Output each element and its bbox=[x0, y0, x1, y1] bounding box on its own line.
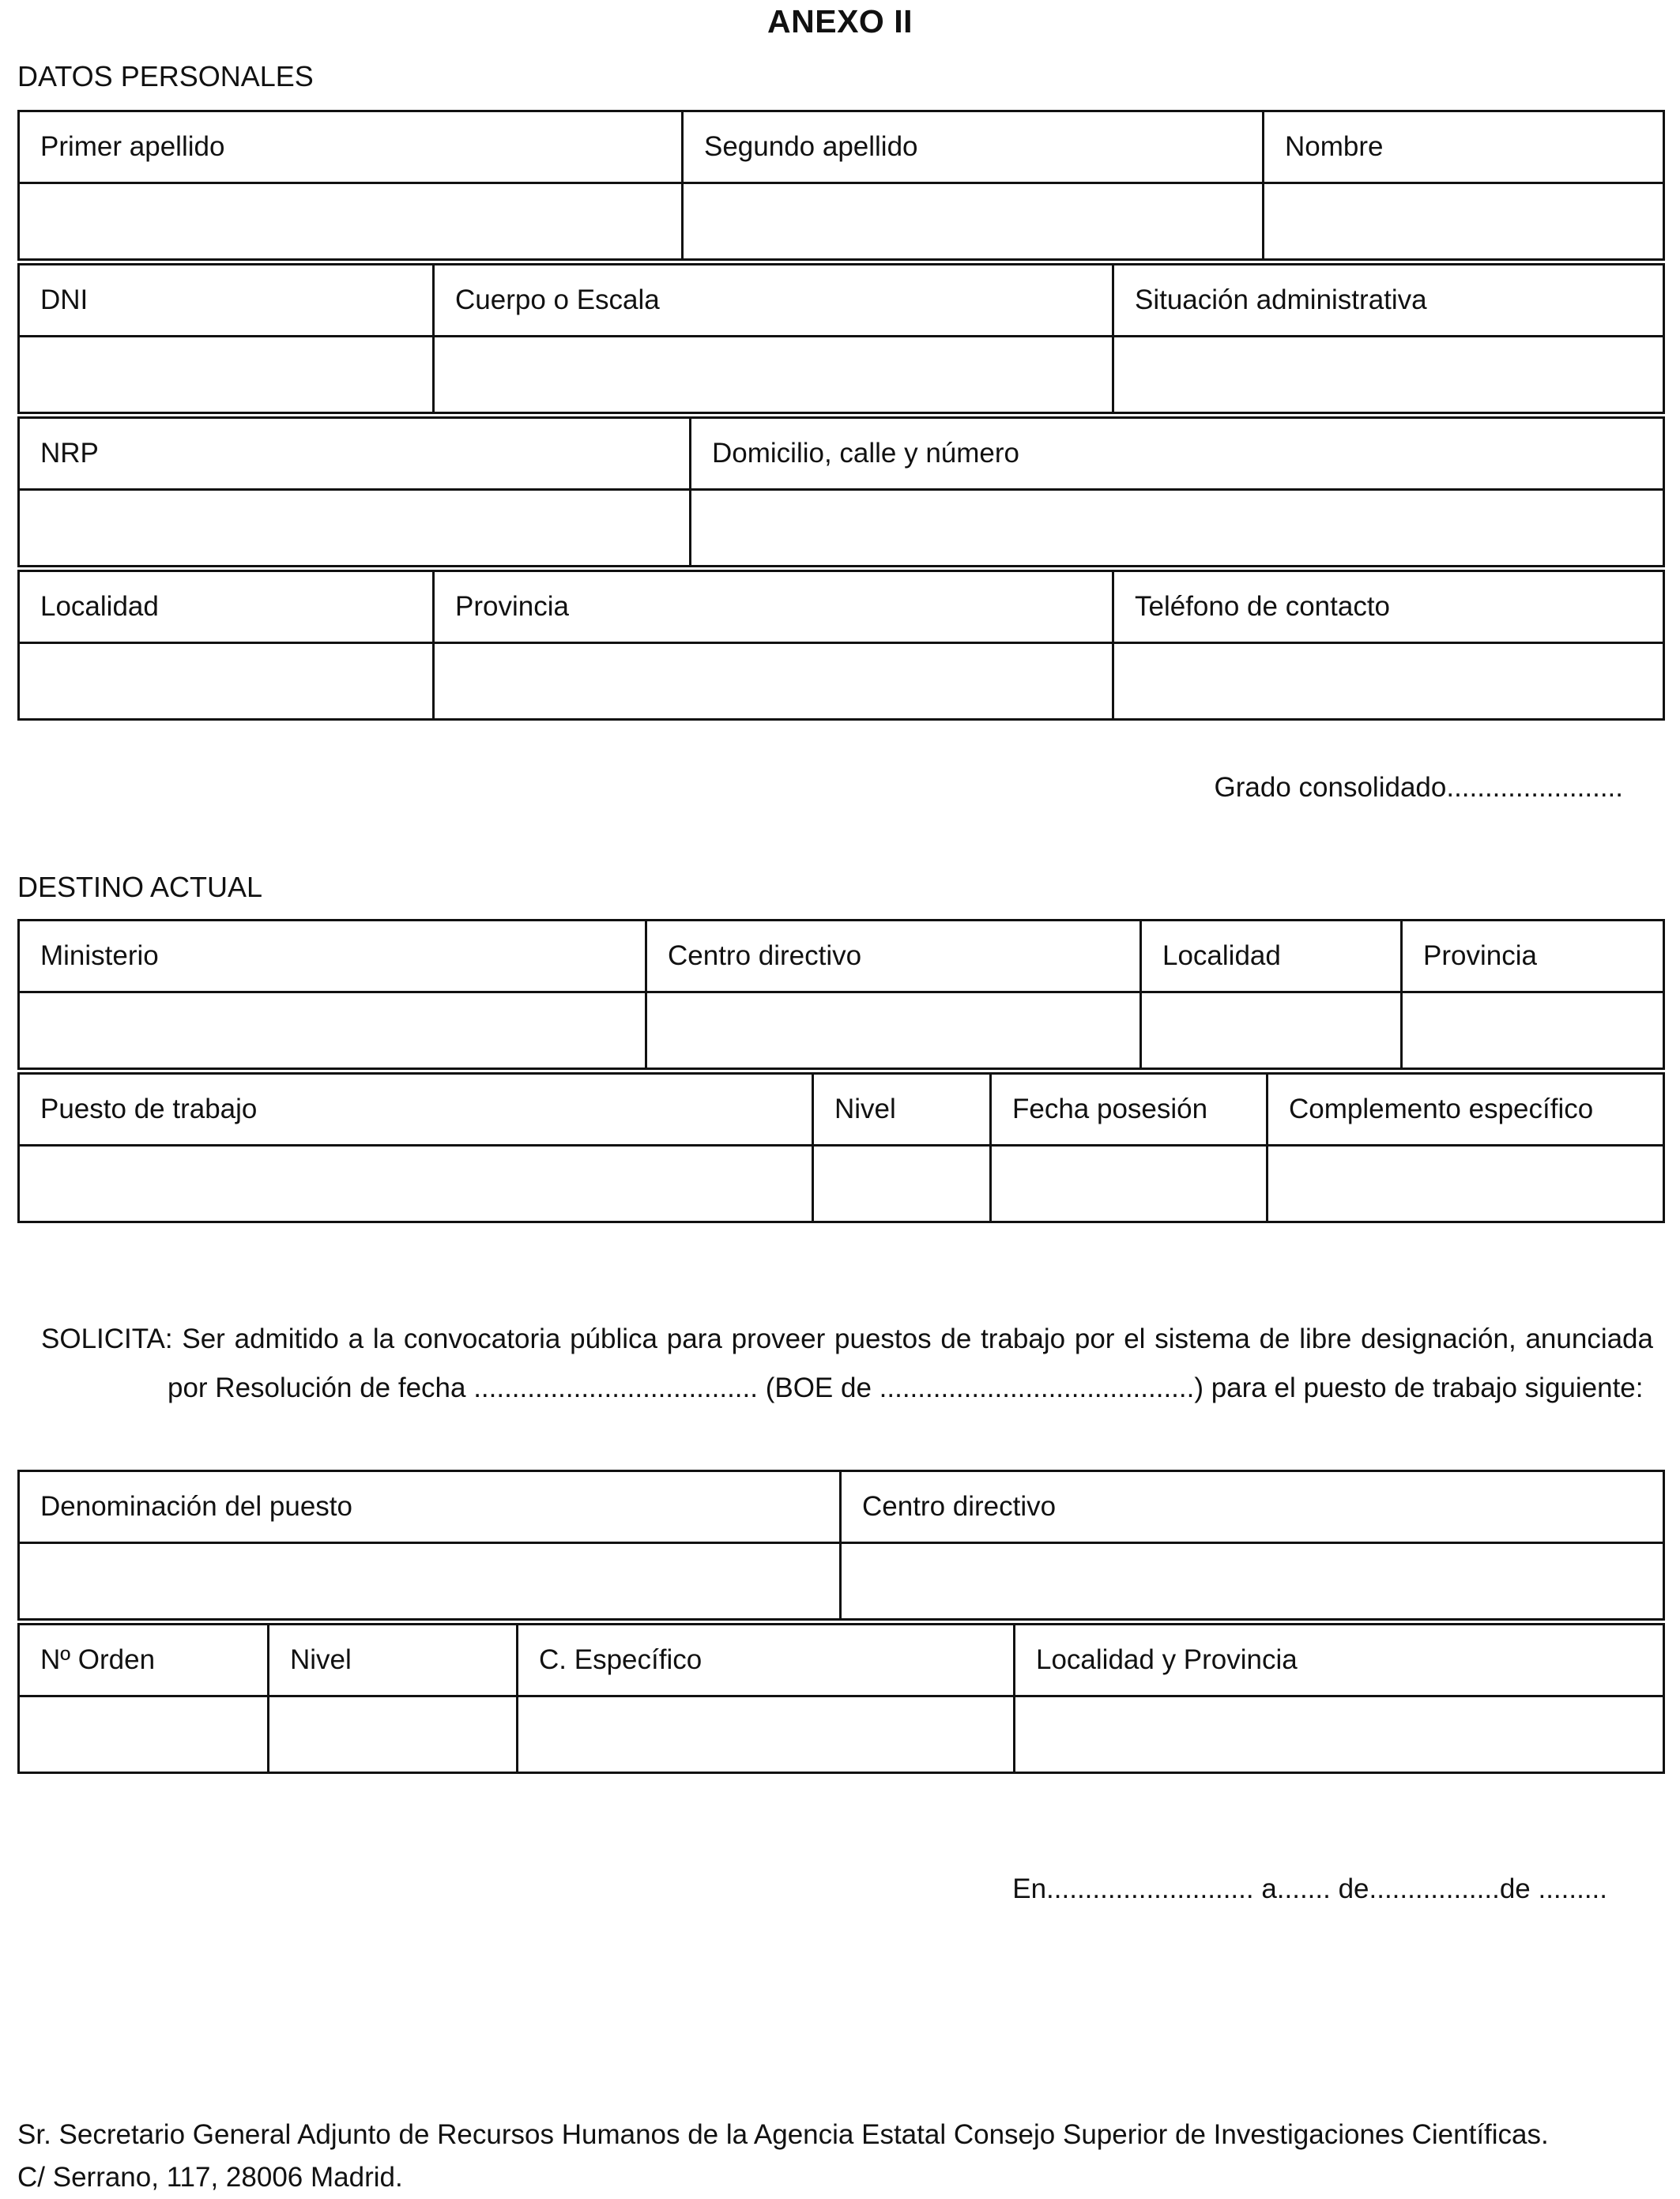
label-destino-provincia: Provincia bbox=[1402, 921, 1664, 992]
fecha-lugar-line: En........................... a....... de.................de ......... bbox=[1012, 1873, 1607, 1904]
field-puesto-trabajo[interactable] bbox=[19, 1146, 813, 1222]
datos-personales-row3-table bbox=[17, 416, 1665, 567]
destinatario-line2: C/ Serrano, 117, 28006 Madrid. bbox=[17, 2162, 403, 2193]
label-puesto-trabajo: Puesto de trabajo bbox=[19, 1074, 813, 1146]
field-destino-localidad[interactable] bbox=[1141, 992, 1402, 1069]
destino-row2-table bbox=[17, 1072, 1665, 1223]
section-heading-datos-personales: DATOS PERSONALES bbox=[17, 60, 314, 92]
label-dni: DNI bbox=[19, 265, 434, 337]
datos-personales-row2-table bbox=[17, 263, 1665, 414]
field-nrp[interactable] bbox=[19, 490, 691, 567]
datos-personales-row4-table bbox=[17, 570, 1665, 721]
label-telefono: Teléfono de contacto bbox=[1113, 571, 1664, 643]
datos-personales-row1-table bbox=[17, 110, 1665, 261]
page-title: ANEXO II bbox=[767, 3, 913, 40]
field-situacion-administrativa[interactable] bbox=[1113, 337, 1664, 413]
field-nombre[interactable] bbox=[1264, 183, 1664, 260]
field-localidad[interactable] bbox=[19, 643, 434, 720]
label-localidad-provincia: Localidad y Provincia bbox=[1015, 1625, 1664, 1696]
label-c-especifico: C. Específico bbox=[518, 1625, 1015, 1696]
label-fecha-posesion: Fecha posesión bbox=[991, 1074, 1268, 1146]
label-centro-directivo: Centro directivo bbox=[646, 921, 1141, 992]
field-fecha-posesion[interactable] bbox=[991, 1146, 1268, 1222]
field-localidad-provincia[interactable] bbox=[1015, 1696, 1664, 1773]
field-denominacion-puesto[interactable] bbox=[19, 1543, 841, 1620]
label-numero-orden: Nº Orden bbox=[19, 1625, 269, 1696]
field-centro-directivo[interactable] bbox=[646, 992, 1141, 1069]
label-cuerpo-escala: Cuerpo o Escala bbox=[434, 265, 1113, 337]
solicita-line2: por Resolución de fecha ..................................... (BOE de .........................................) para el puesto de trabajo siguiente: bbox=[168, 1372, 1644, 1403]
label-segundo-apellido: Segundo apellido bbox=[683, 111, 1264, 183]
label-puesto-nivel: Nivel bbox=[269, 1625, 518, 1696]
puesto-row1-table bbox=[17, 1470, 1665, 1621]
label-nivel: Nivel bbox=[813, 1074, 991, 1146]
label-domicilio: Domicilio, calle y número bbox=[691, 418, 1664, 490]
destino-row1-table bbox=[17, 919, 1665, 1070]
section-heading-destino-actual: DESTINO ACTUAL bbox=[17, 871, 263, 903]
field-telefono[interactable] bbox=[1113, 643, 1664, 720]
label-puesto-centro-directivo: Centro directivo bbox=[841, 1471, 1664, 1543]
field-domicilio[interactable] bbox=[691, 490, 1664, 567]
grado-consolidado-line: Grado consolidado....................... bbox=[1214, 772, 1623, 803]
field-puesto-centro-directivo[interactable] bbox=[841, 1543, 1664, 1620]
label-ministerio: Ministerio bbox=[19, 921, 646, 992]
label-complemento-especifico: Complemento específico bbox=[1268, 1074, 1664, 1146]
label-primer-apellido: Primer apellido bbox=[19, 111, 683, 183]
field-puesto-nivel[interactable] bbox=[269, 1696, 518, 1773]
field-nivel[interactable] bbox=[813, 1146, 991, 1222]
field-segundo-apellido[interactable] bbox=[683, 183, 1264, 260]
solicita-line1: SOLICITA: Ser admitido a la convocatoria pública para proveer puestos de trabajo por el sistema de libre designación, anunciada bbox=[41, 1324, 1653, 1354]
field-destino-provincia[interactable] bbox=[1402, 992, 1664, 1069]
label-situacion-administrativa: Situación administrativa bbox=[1113, 265, 1664, 337]
label-nrp: NRP bbox=[19, 418, 691, 490]
field-cuerpo-escala[interactable] bbox=[434, 337, 1113, 413]
label-provincia: Provincia bbox=[434, 571, 1113, 643]
field-numero-orden[interactable] bbox=[19, 1696, 269, 1773]
destinatario-line1: Sr. Secretario General Adjunto de Recursos Humanos de la Agencia Estatal Consejo Superior de Investigaciones Científicas. bbox=[17, 2119, 1549, 2150]
field-c-especifico[interactable] bbox=[518, 1696, 1015, 1773]
field-provincia[interactable] bbox=[434, 643, 1113, 720]
label-denominacion-puesto: Denominación del puesto bbox=[19, 1471, 841, 1543]
field-ministerio[interactable] bbox=[19, 992, 646, 1069]
destinatario-block bbox=[17, 2114, 1549, 2199]
puesto-row2-table bbox=[17, 1623, 1665, 1774]
field-primer-apellido[interactable] bbox=[19, 183, 683, 260]
field-complemento-especifico[interactable] bbox=[1268, 1146, 1664, 1222]
label-localidad: Localidad bbox=[19, 571, 434, 643]
solicita-paragraph bbox=[41, 1315, 1653, 1413]
label-destino-localidad: Localidad bbox=[1141, 921, 1402, 992]
label-nombre: Nombre bbox=[1264, 111, 1664, 183]
field-dni[interactable] bbox=[19, 337, 434, 413]
